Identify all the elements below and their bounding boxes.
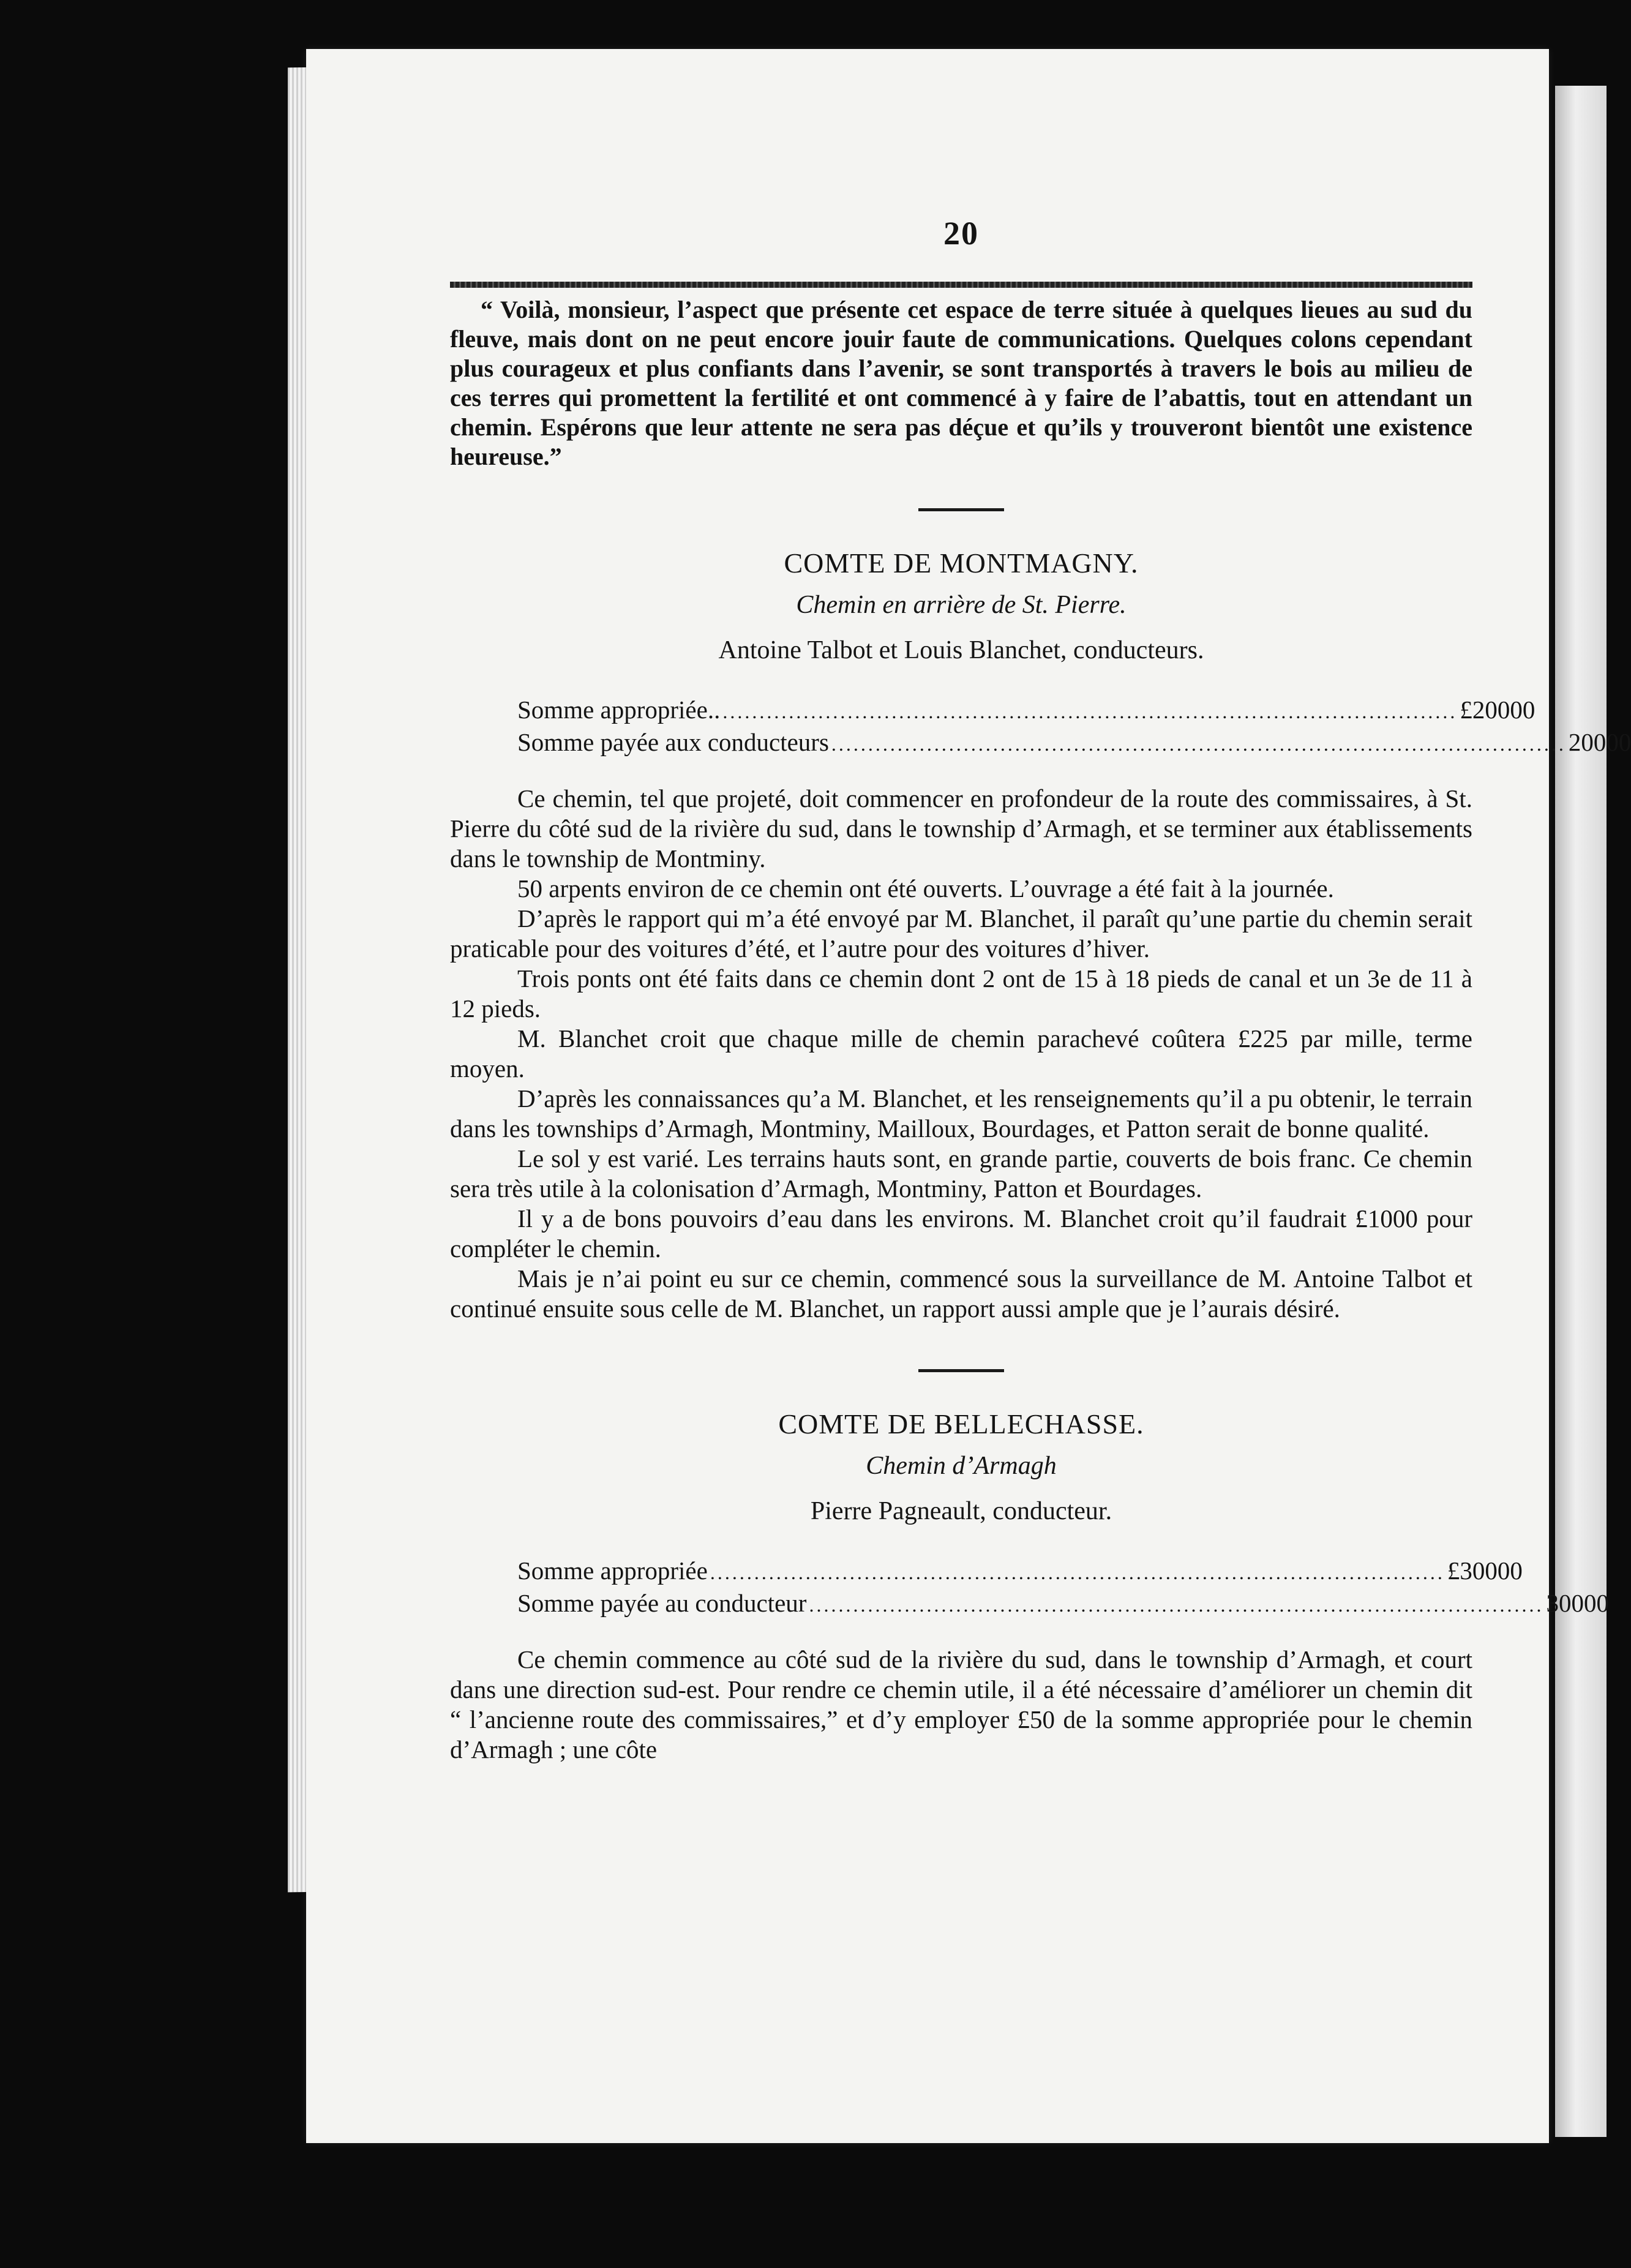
amount-shillings: 0 (1583, 1589, 1597, 1617)
amount-pence: 0 (1596, 1589, 1609, 1617)
amount-row (517, 694, 1535, 727)
amount-pence: 0 (1522, 696, 1535, 724)
book-page (306, 49, 1631, 2143)
leader-dots: .................................................................................................... (831, 733, 1566, 755)
conductors-line: Antoine Talbot et Louis Blanchet, conducteurs. (718, 636, 1204, 664)
section-title: COMTE DE MONTMAGNY. (784, 547, 1139, 579)
page-number: 20 (943, 215, 979, 252)
amount-shillings: 0 (1510, 696, 1523, 724)
header-rule (450, 282, 1472, 288)
amounts-table (517, 694, 1631, 759)
paragraph: D’après les connaissances qu’a M. Blanchet, et les renseignements qu’il a pu obtenir, le terrain dans les townships d’Armagh, Montminy, Mailloux, Bourdages, et Patton serait de bonne qualité. (450, 1084, 1472, 1143)
amount-row (517, 1588, 1609, 1620)
amount-label: Somme payée au conducteur (517, 1589, 807, 1617)
paragraph: Mais je n’ai point eu sur ce chemin, commencé sous la surveillance de M. Antoine Talbot et continué ensuite sous celle de M. Blanchet, un rapport aussi ample que je l’aurais désiré. (450, 1264, 1472, 1323)
section-title: COMTE DE BELLECHASSE. (778, 1408, 1144, 1440)
paragraph: Trois ponts ont été faits dans ce chemin dont 2 ont de 15 à 18 pieds de canal et un 3e de 11 à 12 pieds. (450, 964, 1472, 1023)
conductors-line: Pierre Pagneault, conducteur. (810, 1497, 1112, 1525)
amount-label: Somme appropriée (517, 1556, 708, 1585)
section-montmagny (450, 547, 1631, 1324)
amount-shillings: 0 (1606, 728, 1619, 756)
paragraph: Ce chemin, tel que projeté, doit commencer en profondeur de la route des commissaires, à St. Pierre du côté sud de la rivière du sud, dans le township d’Armagh, et se terminer aux établissements dans le township de Montminy. (450, 784, 1472, 873)
leader-dots: .................................................................................................... (809, 1594, 1544, 1616)
amount-row (517, 1555, 1523, 1588)
paragraph: Ce chemin commence au côté sud de la rivière du sud, dans le township d’Armagh, et court dans une direction sud-est. Pour rendre ce chemin utile, il a été nécessaire d’améliorer un chemin dit “ l’ancienne route des commissaires,” et d’y employer £50 de la somme appropriée pour le chemin d’Armagh ; une côte (450, 1645, 1472, 1763)
amount-row (517, 727, 1631, 759)
leader-dots: .................................................................................................... (722, 700, 1458, 723)
section-divider (918, 508, 1004, 511)
road-name: Chemin d’Armagh (866, 1452, 1057, 1480)
paragraph: Le sol y est varié. Les terrains hauts sont, en grande partie, couverts de bois franc. Ce chemin sera très utile à la colonisation d’Armagh, Montminy, Patton et Bourdages. (450, 1144, 1472, 1203)
road-name: Chemin en arrière de St. Pierre. (796, 591, 1127, 619)
paragraph: M. Blanchet croit que chaque mille de chemin parachevé coûtera £225 par mille, terme moyen. (450, 1024, 1472, 1083)
page-content (450, 214, 1631, 1765)
section-divider (918, 1369, 1004, 1372)
amount-pence: 0 (1510, 1556, 1523, 1585)
quoted-passage: “ Voilà, monsieur, l’aspect que présente cet espace de terre située à quelques lieues au sud du fleuve, mais dont on ne peut encore jouir faute de communications. Quelques colons cependant plus courageux et plus confiants dans l’avenir, se sont transportés à travers le bois au milieu de ces terres qui promettent la fertilité et ont commencé à y faire de l’abattis, tout en attendant un chemin. Espérons que leur attente ne sera pas déçue et qu’ils y trouveront bientôt une existence heureuse.” (450, 296, 1472, 470)
leader-dots: .................................................................................................... (710, 1561, 1445, 1583)
paragraph: 50 arpents environ de ce chemin ont été ouverts. L’ouvrage a été fait à la journée. (517, 874, 1334, 903)
amounts-table (517, 1555, 1609, 1620)
amount-label: Somme appropriée.. (517, 696, 721, 724)
section-bellechasse (450, 1408, 1609, 1765)
facing-page-edge (1555, 86, 1607, 2137)
amount-pounds: 200 (1568, 728, 1607, 756)
paragraph: Il y a de bons pouvoirs d’eau dans les environs. M. Blanchet croit qu’il faudrait £1000 pour compléter le chemin. (450, 1204, 1472, 1263)
paragraph: D’après le rapport qui m’a été envoyé par M. Blanchet, il paraît qu’une partie du chemin serait praticable pour des voitures d’été, et l’autre pour des voitures d’hiver. (450, 904, 1472, 963)
amount-shillings: 0 (1497, 1556, 1510, 1585)
amount-pence: 0 (1618, 728, 1631, 756)
amount-pounds: £300 (1447, 1556, 1498, 1585)
amount-pounds: 300 (1546, 1589, 1584, 1617)
amount-label: Somme payée aux conducteurs (517, 728, 829, 756)
amount-pounds: £200 (1460, 696, 1510, 724)
